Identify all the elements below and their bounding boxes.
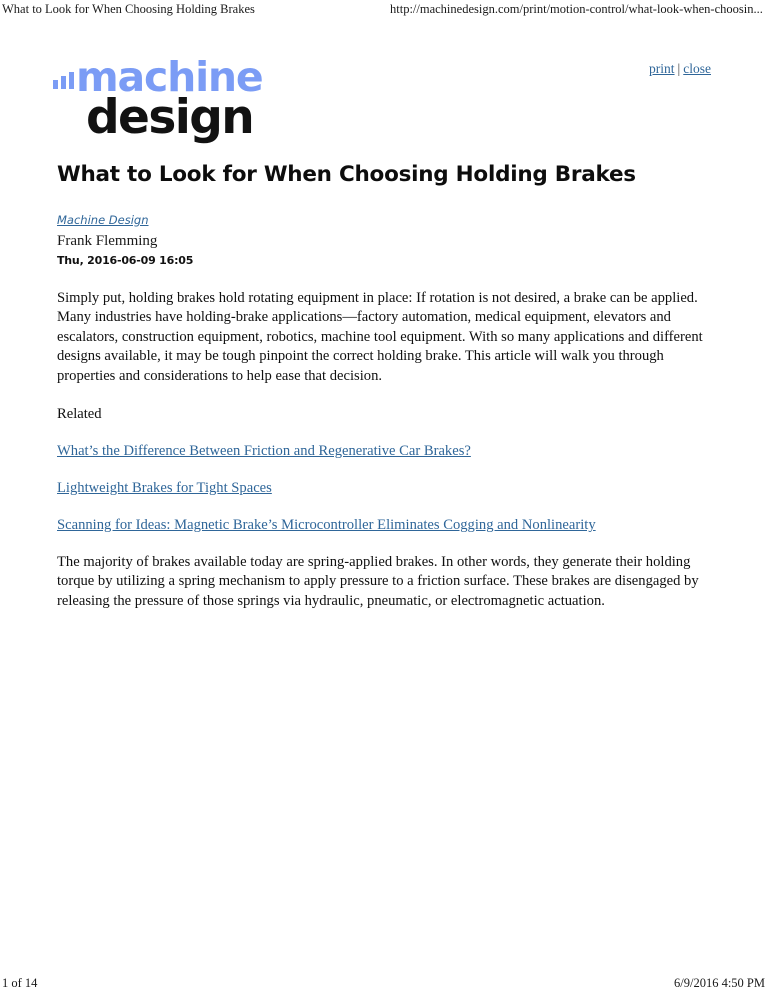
author-name: Frank Flemming bbox=[57, 233, 158, 249]
source-link[interactable]: Machine Design bbox=[57, 213, 149, 227]
page-title: What to Look for When Choosing Holding Brakes bbox=[57, 162, 636, 187]
close-link[interactable]: close bbox=[683, 61, 711, 76]
page-indicator: 1 of 14 bbox=[2, 976, 38, 990]
article-paragraph: Simply put, holding brakes hold rotating equipment in place: If rotation is not desired, a brake can be applied. Many industries have holding-brake applications—factory automation, medical equipment, elevators and escalators, construction equipment, robotics, machine tool equipment. With so many applications and different designs available, it may be tough pinpoint the correct holding brake. This article will walk you through properties and considerations to help ease that decision. bbox=[57, 290, 703, 384]
print-header-url: http://machinedesign.com/print/motion-control/what-look-when-choosin... bbox=[390, 2, 763, 16]
print-link[interactable]: print bbox=[649, 61, 675, 76]
logo-bars-icon bbox=[53, 67, 74, 89]
print-timestamp: 6/9/2016 4:50 PM bbox=[674, 976, 765, 990]
logo-word-machine: machine bbox=[76, 53, 263, 101]
print-header bbox=[0, 0, 768, 22]
print-footer bbox=[0, 975, 768, 993]
related-links-list bbox=[57, 442, 712, 535]
article-paragraph: The majority of brakes available today are spring-applied brakes. In other words, they generate their holding torque by utilizing a spring mechanism to apply pressure to a friction surface. These brakes are disengaged by releasing the pressure of those springs via hydraulic, pneumatic, or electromagnetic actuation. bbox=[57, 554, 699, 609]
related-heading: Related bbox=[57, 406, 102, 423]
list-item bbox=[57, 516, 712, 535]
logo-word-design: design bbox=[86, 90, 254, 145]
article bbox=[57, 162, 712, 611]
print-tools bbox=[649, 60, 711, 78]
related-link[interactable]: Scanning for Ideas: Magnetic Brake’s Microcontroller Eliminates Cogging and Nonlinearity bbox=[57, 517, 596, 534]
list-item bbox=[57, 442, 712, 461]
machine-design-logo bbox=[53, 53, 263, 145]
print-tools-separator: | bbox=[677, 61, 681, 76]
byline bbox=[57, 211, 712, 268]
publish-timestamp: Thu, 2016-06-09 16:05 bbox=[57, 254, 194, 267]
list-item bbox=[57, 479, 712, 498]
related-link[interactable]: Lightweight Brakes for Tight Spaces bbox=[57, 480, 272, 497]
print-header-document-title: What to Look for When Choosing Holding Brakes bbox=[2, 2, 255, 16]
related-link[interactable]: What’s the Difference Between Friction and Regenerative Car Brakes? bbox=[57, 443, 471, 460]
